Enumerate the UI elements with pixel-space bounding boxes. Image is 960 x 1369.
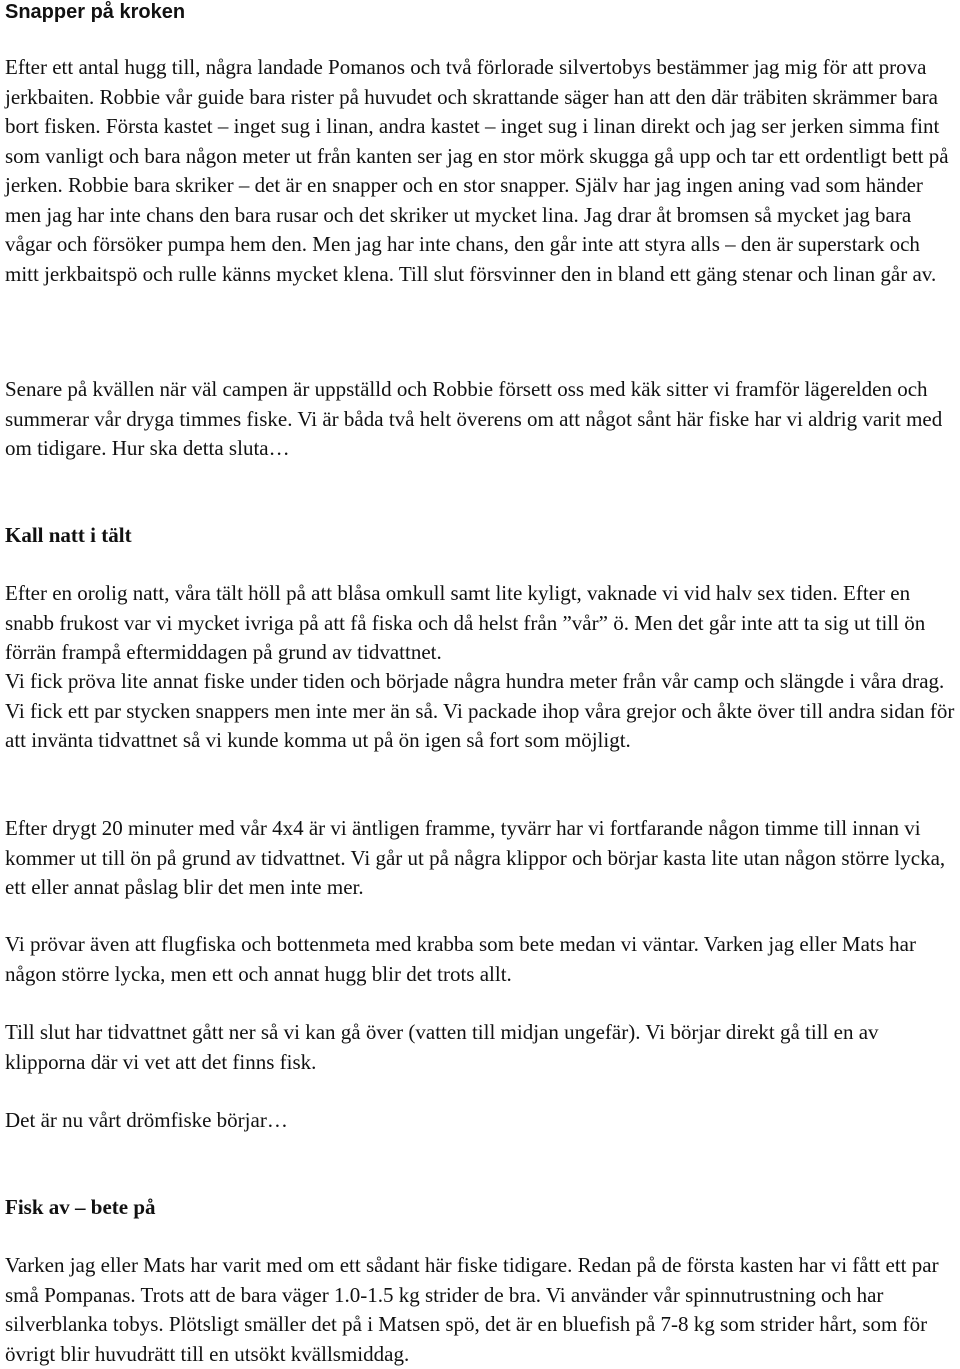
paragraph: Efter drygt 20 minuter med vår 4x4 är vi äntligen framme, tyvärr har vi fortfarande någon timme till innan vi kommer ut till ön på grund av tidvattnet. Vi går ut på några klippor och börjar kasta lite utan någon större lycka, ett eller annat påslag blir det men inte mer. [5, 816, 946, 899]
section-heading-fisk-av-bete-pa: Fisk av – bete på [5, 1195, 156, 1219]
paragraph: Senare på kvällen när väl campen är uppställd och Robbie försett oss med käk sitter vi framför lägerelden och summerar vår dryga timmes fiske. Vi är båda två helt överens om att något sånt här fiske har vi aldrig varit med om tidigare. Hur ska detta sluta… [5, 377, 943, 460]
paragraph: Det är nu vårt drömfiske börjar… [5, 1108, 288, 1132]
paragraph: Varken jag eller Mats har varit med om ett sådant här fiske tidigare. Redan på de första kasten har vi fått ett par små Pompanas. Trots att de bara väger 1.0-1.5 kg strider de bra. Vi använder vår spinnutrustning och har silverblanka tobys. Plötsligt smäller det på i Matsen spö, det är en bluefish på 7-8 kg som strider hårt, som för övrigt blir huvudrätt till en utsökt kvällsmiddag. [5, 1253, 939, 1366]
section-heading-kall-natt: Kall natt i tält [5, 523, 132, 547]
paragraph: Efter ett antal hugg till, några landade Pomanos och två förlorade silvertobys bestämmer jag mig för att prova jerkbaiten. Robbie vår guide bara rister på huvudet och skrattande säger han att den där träbiten skrämmer bara bort fisken. Första kastet – inget sug i linan, andra kastet – inget sug i linan direkt och jag ser jerken simma fint som vanligt och bara någon meter ut från kanten ser jag en stor mörk skugga gå upp och tar ett ordentligt bett på jerken. Robbie bara skriker – det är en snapper och en stor snapper. Själv har jag ingen aning vad som händer men jag har inte chans den bara rusar och det skriker ut mycket lina. Jag drar åt bromsen så mycket jag bara vågar och försöker pumpa hem den. Men jag har inte chans, den går inte att styra alls – den är superstark och mitt jerkbaitspö och rulle känns mycket klena. Till slut försvinner den in bland ett gäng stenar och linan går av. [5, 55, 949, 286]
paragraph: Vi fick pröva lite annat fiske under tiden och började några hundra meter från vår camp och slängde i våra drag. Vi fick ett par stycken snappers men inte mer än så. Vi packade ihop våra grejor och åkte över till andra sidan för att invänta tidvattnet så vi kunde komma ut på ön igen så fort som möjligt. [5, 669, 955, 752]
paragraph: Efter en orolig natt, våra tält höll på att blåsa omkull samt lite kyligt, vaknade vi vid halv sex tiden. Efter en snabb frukost var vi mycket ivriga på att få fiska och då helst från ”vår” ö. Men det går inte att ta sig ut till ön förrän frampå eftermiddagen på grund av tidvattnet. [5, 581, 926, 664]
page-title: Snapper på kroken [5, 1, 186, 23]
paragraph: Vi prövar även att flugfiska och bottenmeta med krabba som bete medan vi väntar. Varken jag eller Mats har någon större lycka, men ett och annat hugg blir det trots allt. [5, 932, 916, 986]
paragraph: Till slut har tidvattnet gått ner så vi kan gå över (vatten till midjan ungefär). Vi börjar direkt gå till en av klipporna där vi vet att det finns fisk. [5, 1020, 879, 1074]
